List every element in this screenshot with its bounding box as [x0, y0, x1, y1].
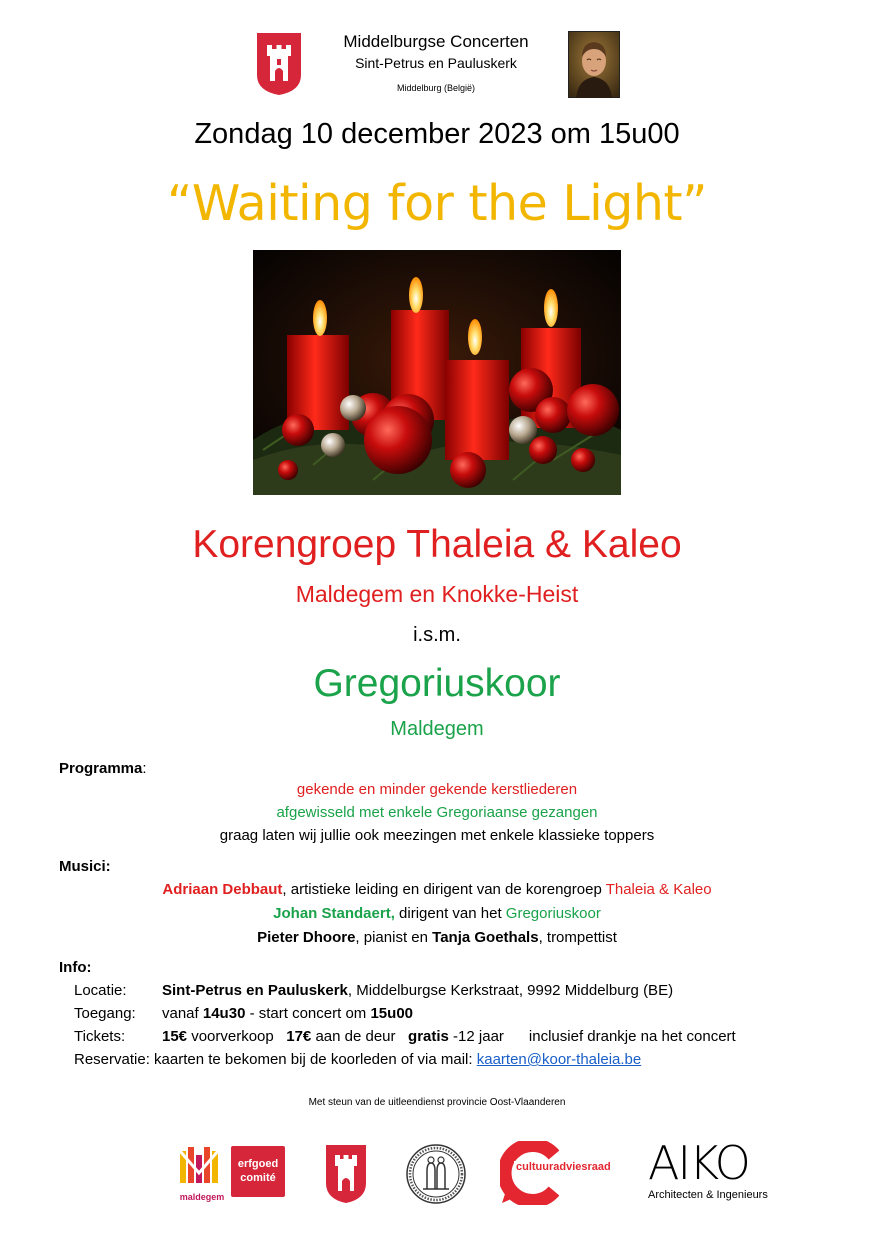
gregorian-conductor-name: Johan Standaert,: [273, 905, 395, 922]
city-name: Middelburg (België): [396, 83, 476, 93]
seal-logo-icon: [405, 1143, 467, 1205]
toegang-middle: - start concert om: [245, 1005, 371, 1022]
maldegem-logo: [178, 1145, 226, 1201]
church-name: Sint-Petrus en Pauluskerk: [162, 982, 348, 999]
cultuur-line-1: cultuuradviesraad: [516, 1161, 611, 1173]
choir-thaleia-kaleo: Korengroep Thaleia & Kaleo: [192, 523, 682, 566]
programma-line-3: graag laten wij jullie ook meezingen met enkele klassieke toppers: [219, 827, 655, 844]
info-heading: Info:: [59, 959, 92, 976]
presale-price: 15€: [162, 1028, 188, 1045]
reservatie-line: [74, 1051, 641, 1068]
doors-open-time: 14u30: [202, 1005, 246, 1022]
gregorian-group: Gregoriuskoor: [505, 905, 601, 922]
musici-line-3: [0, 929, 874, 946]
trumpeter-name: Tanja Goethals: [432, 929, 539, 946]
cultuuradviesraad-c-icon: [500, 1141, 564, 1205]
toegang-label: Toegang:: [74, 1005, 136, 1022]
portrait-painting-icon: [568, 31, 620, 98]
erfgoed-line-1: erfgoed: [237, 1158, 279, 1170]
erfgoed-comite-logo: [231, 1146, 285, 1197]
event-title: “Waiting for the Light”: [166, 175, 707, 232]
musici-heading: Musici:: [59, 858, 111, 875]
door-price: 17€: [286, 1028, 312, 1045]
pianist-role: , pianist en: [355, 929, 433, 946]
gregorian-conductor-role: dirigent van het: [394, 905, 506, 922]
aiko-tagline: Architecten & Ingenieurs: [648, 1189, 768, 1201]
musici-line-1: [0, 881, 874, 898]
locatie-label: Locatie:: [74, 982, 127, 999]
maldegem-m-icon: [178, 1145, 226, 1187]
programma-colon: :: [142, 760, 147, 777]
aiko-logo: [648, 1136, 793, 1209]
conductor-role: , artistieke leiding en dirigent van de korengroep: [282, 881, 606, 898]
programma-heading: [59, 760, 147, 777]
toegang-prefix: vanaf: [162, 1005, 203, 1022]
free-price: gratis: [408, 1028, 449, 1045]
church-address: , Middelburgse Kerkstraat, 9992 Middelburg (BE): [347, 982, 674, 999]
conductor-group: Thaleia & Kaleo: [605, 881, 712, 898]
erfgoed-line-2: comité: [240, 1172, 276, 1184]
programma-line-2: afgewisseld met enkele Gregoriaanse gezangen: [276, 804, 598, 821]
reservatie-label: Reservatie:: [74, 1051, 150, 1068]
door-label: aan de deur: [311, 1028, 409, 1045]
pianist-name: Pieter Dhoore: [257, 929, 356, 946]
presale-label: voorverkoop: [187, 1028, 287, 1045]
locatie-value: [162, 982, 673, 999]
maldegem-logo-text: maldegem: [179, 1192, 225, 1202]
programma-line-1: gekende en minder gekende kerstliederen: [296, 781, 578, 798]
toegang-value: [162, 1005, 413, 1022]
advent-candles-image: [253, 250, 621, 495]
programma-label: Programma: [59, 760, 143, 777]
cultuuradviesraad-logo: [500, 1141, 630, 1205]
trumpeter-role: , trompettist: [538, 929, 617, 946]
in-collaboration-with: i.s.m.: [413, 624, 461, 646]
free-label: -12 jaar inclusief drankje na het concert: [448, 1028, 736, 1045]
choir-gregoriuskoor: Gregoriuskoor: [313, 662, 561, 705]
sponsor-note: Met steun van de uitleendienst provincie Oost-Vlaanderen: [308, 1097, 566, 1108]
musici-line-2: [0, 905, 874, 922]
event-date: Zondag 10 december 2023 om 15u00: [194, 118, 680, 150]
cultuur-line-2: maldegem: [518, 1175, 573, 1187]
choir-gregoriuskoor-location: Maldegem: [390, 718, 484, 740]
middelburg-crest-footer-icon: [324, 1143, 368, 1205]
conductor-name: Adriaan Debbaut: [162, 881, 283, 898]
organizer-name: Middelburgse Concerten: [343, 32, 529, 51]
aiko-wordmark: AIKO: [648, 1136, 749, 1190]
tickets-value: [162, 1028, 736, 1045]
concert-start-time: 15u00: [370, 1005, 414, 1022]
reservation-email-link[interactable]: kaarten@koor-thaleia.be: [476, 1051, 642, 1068]
choir-thaleia-kaleo-location: Maldegem en Knokke-Heist: [295, 581, 579, 607]
reservatie-text: kaarten te bekomen bij de koorleden of via mail:: [149, 1051, 477, 1068]
venue-name: Sint-Petrus en Pauluskerk: [355, 55, 517, 71]
tickets-label: Tickets:: [74, 1028, 126, 1045]
middelburg-crest-icon: [255, 31, 303, 97]
